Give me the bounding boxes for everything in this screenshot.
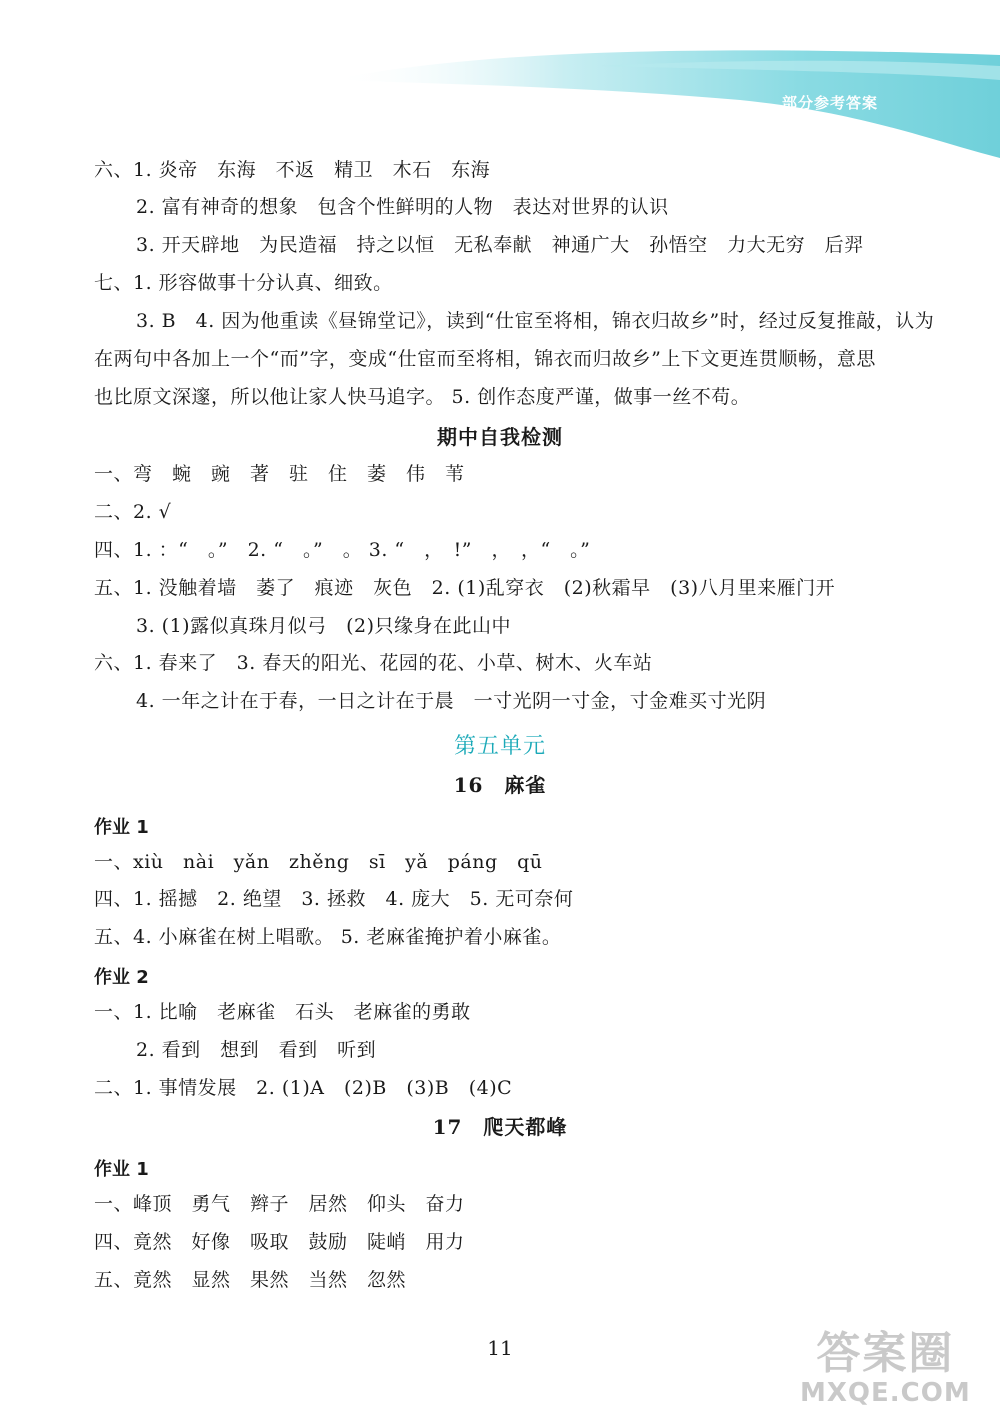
answer-line: 也比原文深邃，所以他让家人快马追字。 5. 创作态度严谨，做事一丝不苟。: [94, 386, 751, 408]
homework-label: 作业 1: [94, 817, 149, 838]
answer-line: 五、1. 没触着墙 萎了 痕迹 灰色 2. (1)乱穿衣 (2)秋霜早 (3)八月里来雁门开: [94, 577, 836, 599]
answer-line: 四、1. ：“ 。” 2. “ 。” 。 3. “ ， !” ， ，“ 。”: [94, 539, 591, 561]
header-swoosh: [0, 0, 1000, 170]
homework-label: 作业 1: [94, 1159, 149, 1180]
unit-title: 第五单元: [453, 734, 546, 759]
answer-line: 在两句中各加上一个“而”字，变成“仕宦而至将相，锦衣而归故乡”上下文更连贯顺畅，意思: [94, 348, 876, 370]
answer-line: 3. (1)露似真珠月似弓 (2)只缘身在此山中: [136, 615, 511, 637]
answer-line: 4. 一年之计在于春，一日之计在于晨 一寸光阴一寸金，寸金难买寸光阴: [136, 690, 767, 712]
answer-line: 3. B 4. 因为他重读《昼锦堂记》，读到“仕宦至将相，锦衣归故乡”时，经过反复推敲，认为: [136, 310, 935, 332]
answer-line: 七、1. 形容做事十分认真、细致。: [94, 272, 393, 294]
answer-line: 二、2. √: [94, 501, 172, 523]
lesson-heading-17: 17 爬天都峰: [432, 1115, 568, 1139]
watermark-logo: 答案圈: [816, 1328, 955, 1379]
answer-line: 五、竟然 显然 果然 当然 忽然: [94, 1269, 407, 1291]
homework-label: 作业 2: [94, 967, 149, 988]
answer-line: 2. 富有神奇的想象 包含个性鲜明的人物 表达对世界的认识: [136, 196, 669, 218]
watermark-site: MXQE.COM: [800, 1378, 971, 1408]
answer-line: 四、竟然 好像 吸取 鼓励 陡峭 用力: [94, 1231, 465, 1253]
section-heading-midterm: 期中自我检测: [437, 425, 563, 449]
answer-line: 二、1. 事情发展 2. (1)A (2)B (3)B (4)C: [94, 1077, 513, 1099]
answer-line: 一、弯 蜿 豌 著 驻 住 萎 伟 苇: [94, 463, 465, 485]
lesson-heading-16: 16 麻雀: [453, 773, 547, 797]
answer-line: 五、4. 小麻雀在树上唱歌。 5. 老麻雀掩护着小麻雀。: [94, 926, 562, 948]
answer-line: 一、xiù nài yǎn zhěng sī yǎ páng qū: [94, 851, 543, 873]
watermark: [800, 1330, 971, 1408]
answer-line: 六、1. 炎帝 东海 不返 精卫 木石 东海: [94, 159, 491, 181]
answer-line: 3. 开天辟地 为民造福 持之以恒 无私奉献 神通广大 孙悟空 力大无穷 后羿: [136, 234, 864, 256]
answer-line: 四、1. 摇撼 2. 绝望 3. 拯救 4. 庞大 5. 无可奈何: [94, 888, 574, 910]
answer-line: 六、1. 春来了 3. 春天的阳光、花园的花、小草、树木、火车站: [94, 652, 653, 674]
header-label: 部分参考答案: [782, 94, 879, 112]
answer-line: 一、1. 比喻 老麻雀 石头 老麻雀的勇敢: [94, 1001, 471, 1023]
answer-line: 2. 看到 想到 看到 听到: [136, 1039, 377, 1061]
page-number: 11: [487, 1336, 513, 1360]
answer-line: 一、峰顶 勇气 辫子 居然 仰头 奋力: [94, 1193, 465, 1215]
